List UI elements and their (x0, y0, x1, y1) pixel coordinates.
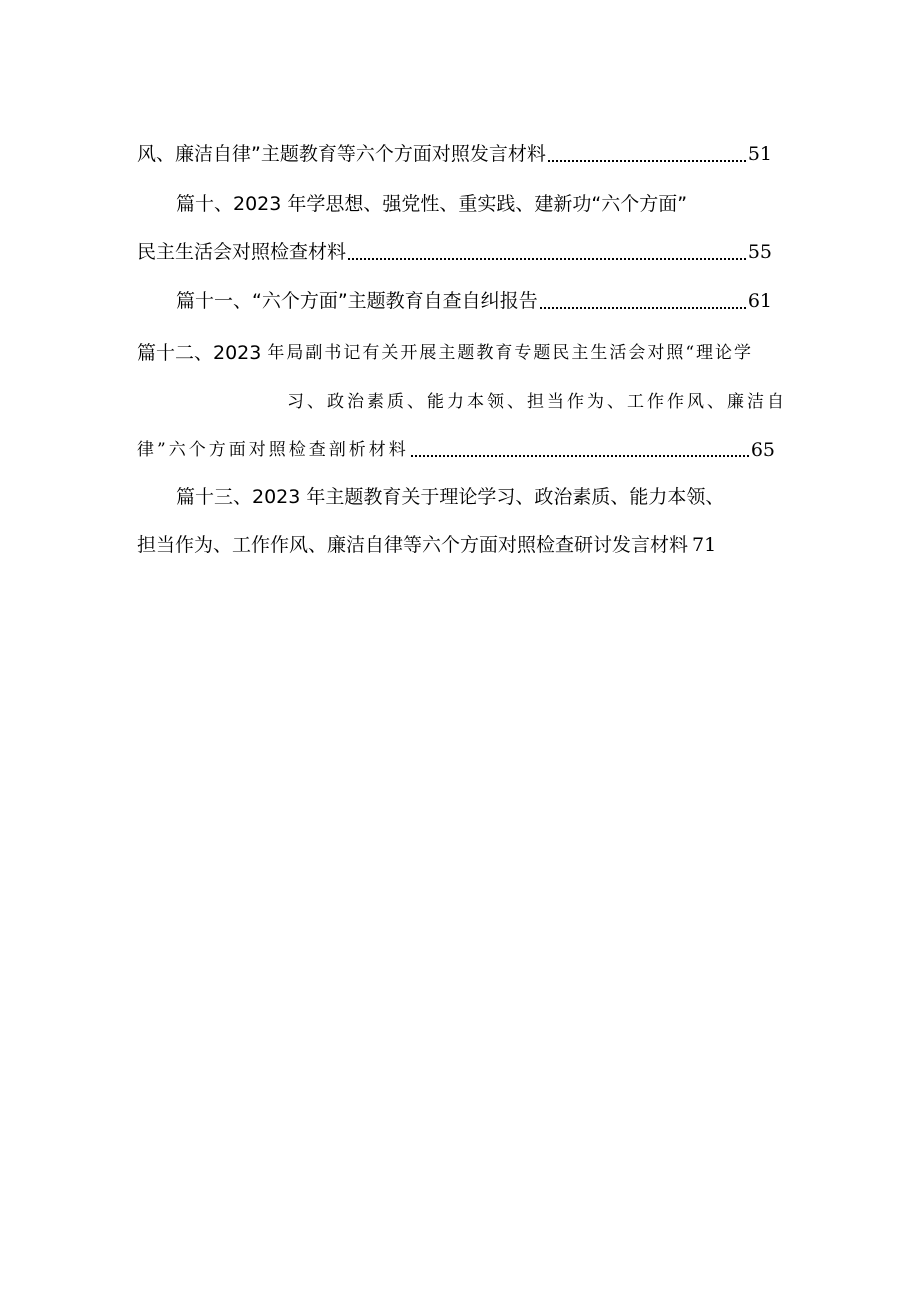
toc-entry-10-line1[interactable] (176, 191, 776, 217)
toc-leader-dots (548, 160, 746, 162)
toc-entry-text: 篇十三、2023 年主题教育关于理论学习、政治素质、能力本领、 (176, 486, 725, 508)
toc-entry-prefix: 篇十二、2023 (137, 342, 262, 364)
toc-page-number: 51 (747, 143, 772, 165)
toc-entry-text: 民主生活会对照检查材料 (137, 241, 347, 263)
toc-leader-dots (348, 258, 746, 260)
toc-entry-text: 律”六个方面对照检查剖析材料 (137, 440, 409, 460)
toc-page-number: 65 (750, 439, 775, 461)
toc-leader-dots (411, 455, 749, 457)
toc-entry-13-line2[interactable] (137, 532, 757, 558)
toc-entry-11[interactable] (176, 288, 772, 314)
toc-entry-text: 篇十、2023 年学思想、强党性、重实践、建新功“六个方面” (176, 193, 688, 215)
toc-entry-text: 风、廉洁自律”主题教育等六个方面对照发言材料 (137, 143, 546, 165)
toc-entry-13-line1[interactable] (176, 484, 776, 510)
toc-entry-10-line2[interactable] (137, 239, 772, 265)
toc-entry-text: 习、政治素质、能力本领、担当作为、工作作风、廉洁自 (287, 392, 787, 412)
toc-entry-continued[interactable] (137, 141, 772, 167)
toc-page-number: 61 (747, 290, 772, 312)
toc-leader-dots (540, 307, 746, 309)
toc-entry-text: 担当作为、工作作风、廉洁自律等六个方面对照检查研讨发言材料 (137, 534, 689, 556)
toc-entry-12-line1[interactable] (137, 340, 787, 366)
toc-entry-12-line3[interactable] (137, 437, 775, 463)
toc-page-number: 55 (747, 241, 772, 263)
toc-entry-text: 年局副书记有关开展主题教育专题民主生活会对照“理论学 (267, 343, 754, 363)
toc-entry-12-line2[interactable] (287, 389, 787, 415)
toc-page-number: 71 (692, 534, 717, 556)
toc-entry-text: 篇十一、“六个方面”主题教育自查自纠报告 (176, 290, 538, 312)
